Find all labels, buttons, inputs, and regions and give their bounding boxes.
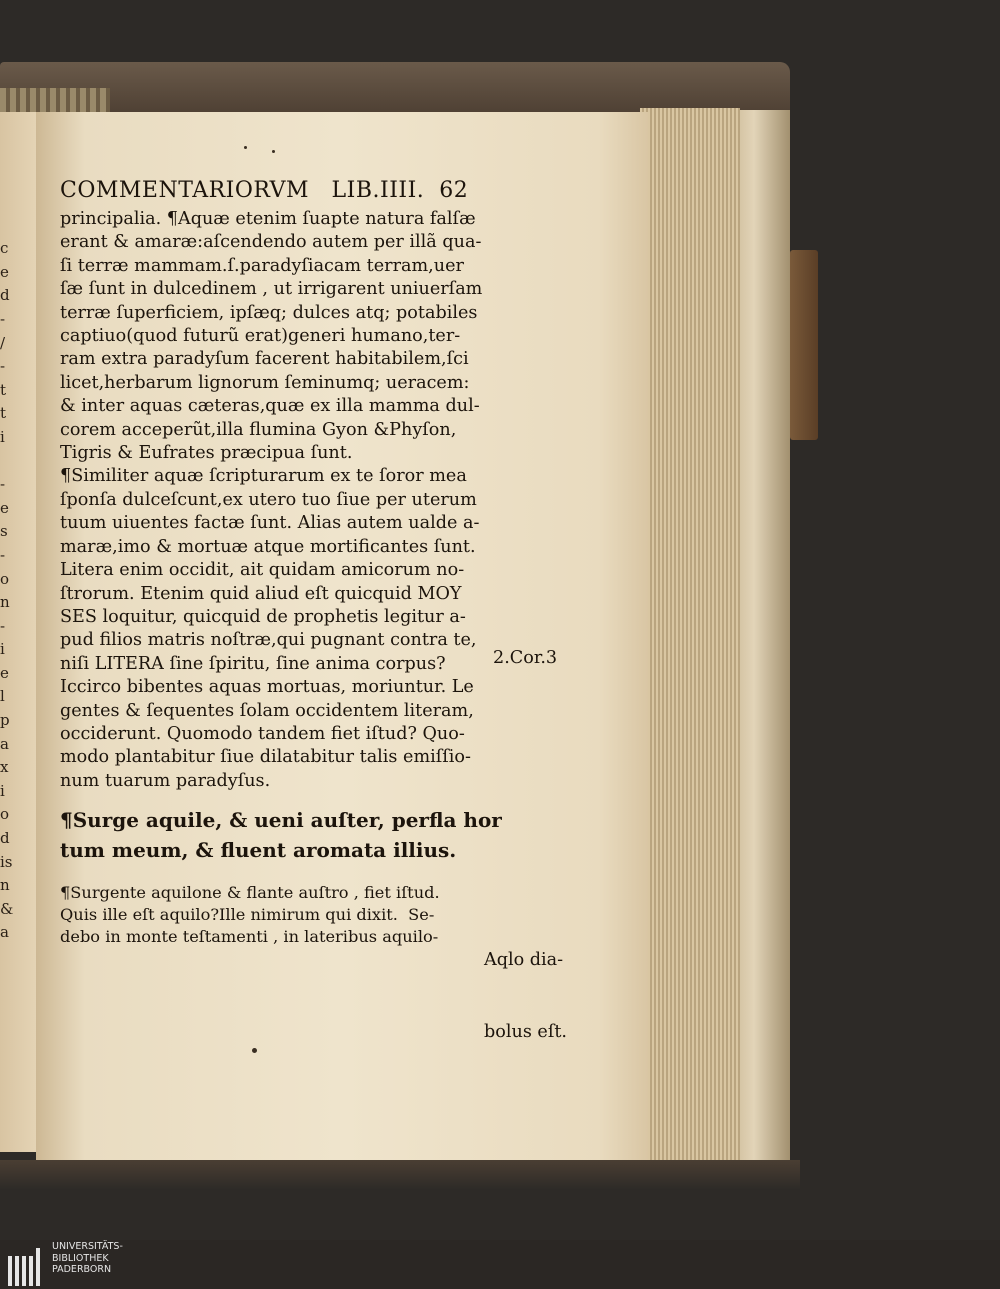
text-line: tuum uiuentes factæ ſunt. Alias autem ualde a- [60,513,480,534]
running-header: COMMENTARIORVM LIB.IIII. 62 [60,178,469,203]
left-page-fragment: s [0,522,8,541]
left-page-fragment: a [0,923,9,942]
text-line: erant & amaræ:aſcendendo autem per illã qua- [60,232,482,253]
left-page-fragment: / [0,333,6,352]
ink-speck [272,150,275,153]
margin-note-line: bolus eſt. [484,1022,568,1042]
text-line: Quis ille eſt aquilo?Ille nimirum qui dixit. Se- [60,905,435,924]
left-page-fragment [0,450,14,474]
left-page-fragment: n [0,876,10,895]
text-line: ſæ ſunt in dulcedinem , ut irrigarent uniuerſam [60,279,483,300]
text-line: ſponſa dulceſcunt,ex utero tuo ſiue per uterum [60,489,477,510]
left-page-fragment: x [0,758,9,777]
left-page-text-fragments [0,190,14,945]
text-line: ¶Surgente aquilone & flante auſtro , fiet iſtud. [60,883,440,902]
main-text-block [60,208,482,793]
left-page-fragment: - [0,545,6,564]
left-page-fragment: - [0,475,6,494]
headband [0,88,110,114]
text-line: SES loquitur, quicquid de prophetis legitur a- [60,606,466,627]
left-page-fragment: - [0,616,6,635]
text-line: num tuarum paradyſus. [60,770,271,791]
left-page-fragment: - [0,357,6,376]
commentary-text-block [60,882,440,948]
text-line: modo plantabitur ſiue dilatabitur talis emiſſio- [60,747,471,768]
left-page-fragment: o [0,805,10,824]
bottom-shadow [0,1160,800,1190]
left-page-fragment: t [0,380,7,399]
text-line: licet,herbarum lignorum ſeminumq; ueracem: [60,372,470,393]
leather-clasp [790,250,818,440]
margin-note-line: Aqlo dia- [484,950,564,970]
left-page-fragment: d [0,286,10,305]
left-page-fragment: c [0,239,9,258]
text-line: Tigris & Eufrates præcipua ſunt. [60,443,353,464]
left-page-fragment: - [0,309,6,328]
left-page-fragment [0,190,14,214]
text-line: corem acceperũt,illa flumina Gyon &Phyſon, [60,419,457,440]
left-page-fragment: e [0,262,9,281]
margin-note-cor: 2.Cor.3 [493,648,558,668]
text-line: Iccirco bibentes aquas mortuas, moriuntur. Le [60,677,474,698]
library-name-line: PADERBORN [52,1264,112,1275]
text-line: niſi LITERA ſine ſpiritu, ſine anima corpus? [60,653,446,674]
left-page-fragment: i [0,781,5,800]
ink-speck [244,146,247,149]
text-line: & inter aquas cæteras,quæ ex illa mamma dul- [60,396,480,417]
left-page-fragment: is [0,852,13,871]
library-name-line: BIBLIOTHEK [52,1252,109,1264]
left-page-fragment: i [0,427,5,446]
library-name [52,1241,123,1276]
ink-dot [252,1048,257,1053]
left-page-fragment: e [0,663,9,682]
text-line: maræ,imo & mortuæ atque mortificantes ſunt. [60,536,476,557]
left-page-fragment: p [0,711,10,730]
scripture-heading [60,805,502,865]
left-page-fragment [0,214,14,238]
text-line: ſi terræ mammam.ſ.paradyſiacam terram,uer [60,255,464,276]
left-page-fragment: i [0,640,5,659]
left-page-fragment: t [0,404,7,423]
left-page-fragment: e [0,498,9,517]
left-page-fragment: d [0,829,10,848]
text-line: ¶Similiter aquæ ſcripturarum ex te ſoror mea [60,466,467,487]
heading-line: ¶Surge aquile, & ueni auſter, perfla hor [60,808,502,832]
left-page-fragment: & [0,899,14,918]
library-logo-icon [8,1248,48,1286]
margin-note-aquilo [484,900,567,1092]
left-page-fragment: a [0,734,9,753]
left-page-fragment: l [0,687,5,706]
library-footer [0,1240,1000,1289]
left-page-fragment: n [0,593,10,612]
text-line: debo in monte teſtamenti , in lateribus aquilo- [60,927,439,946]
text-line: captiuo(quod futurũ erat)generi humano,ter- [60,326,461,347]
text-line: pud filios matris noſtræ,qui pugnant contra te, [60,630,477,651]
text-line: ſtrorum. Etenim quid aliud eſt quicquid MOY [60,583,462,604]
text-line: gentes & ſequentes ſolam occidentem literam, [60,700,474,721]
library-name-line: UNIVERSITÄTS- [52,1241,123,1252]
text-line: principalia. ¶Aquæ etenim ſuapte natura falſæ [60,209,476,229]
left-page-fragment: o [0,569,10,588]
heading-line: tum meum, & fluent aromata illius. [60,838,457,862]
text-line: occiderunt. Quomodo tandem fiet iſtud? Quo- [60,723,465,744]
text-line: ram extra paradyſum facerent habitabilem,ſci [60,349,469,370]
fore-edge-pages [640,108,740,1178]
text-line: Litera enim occidit, ait quidam amicorum no- [60,560,465,581]
text-line: terræ ſuperficiem, ipſæq; dulces atq; potabiles [60,302,478,323]
